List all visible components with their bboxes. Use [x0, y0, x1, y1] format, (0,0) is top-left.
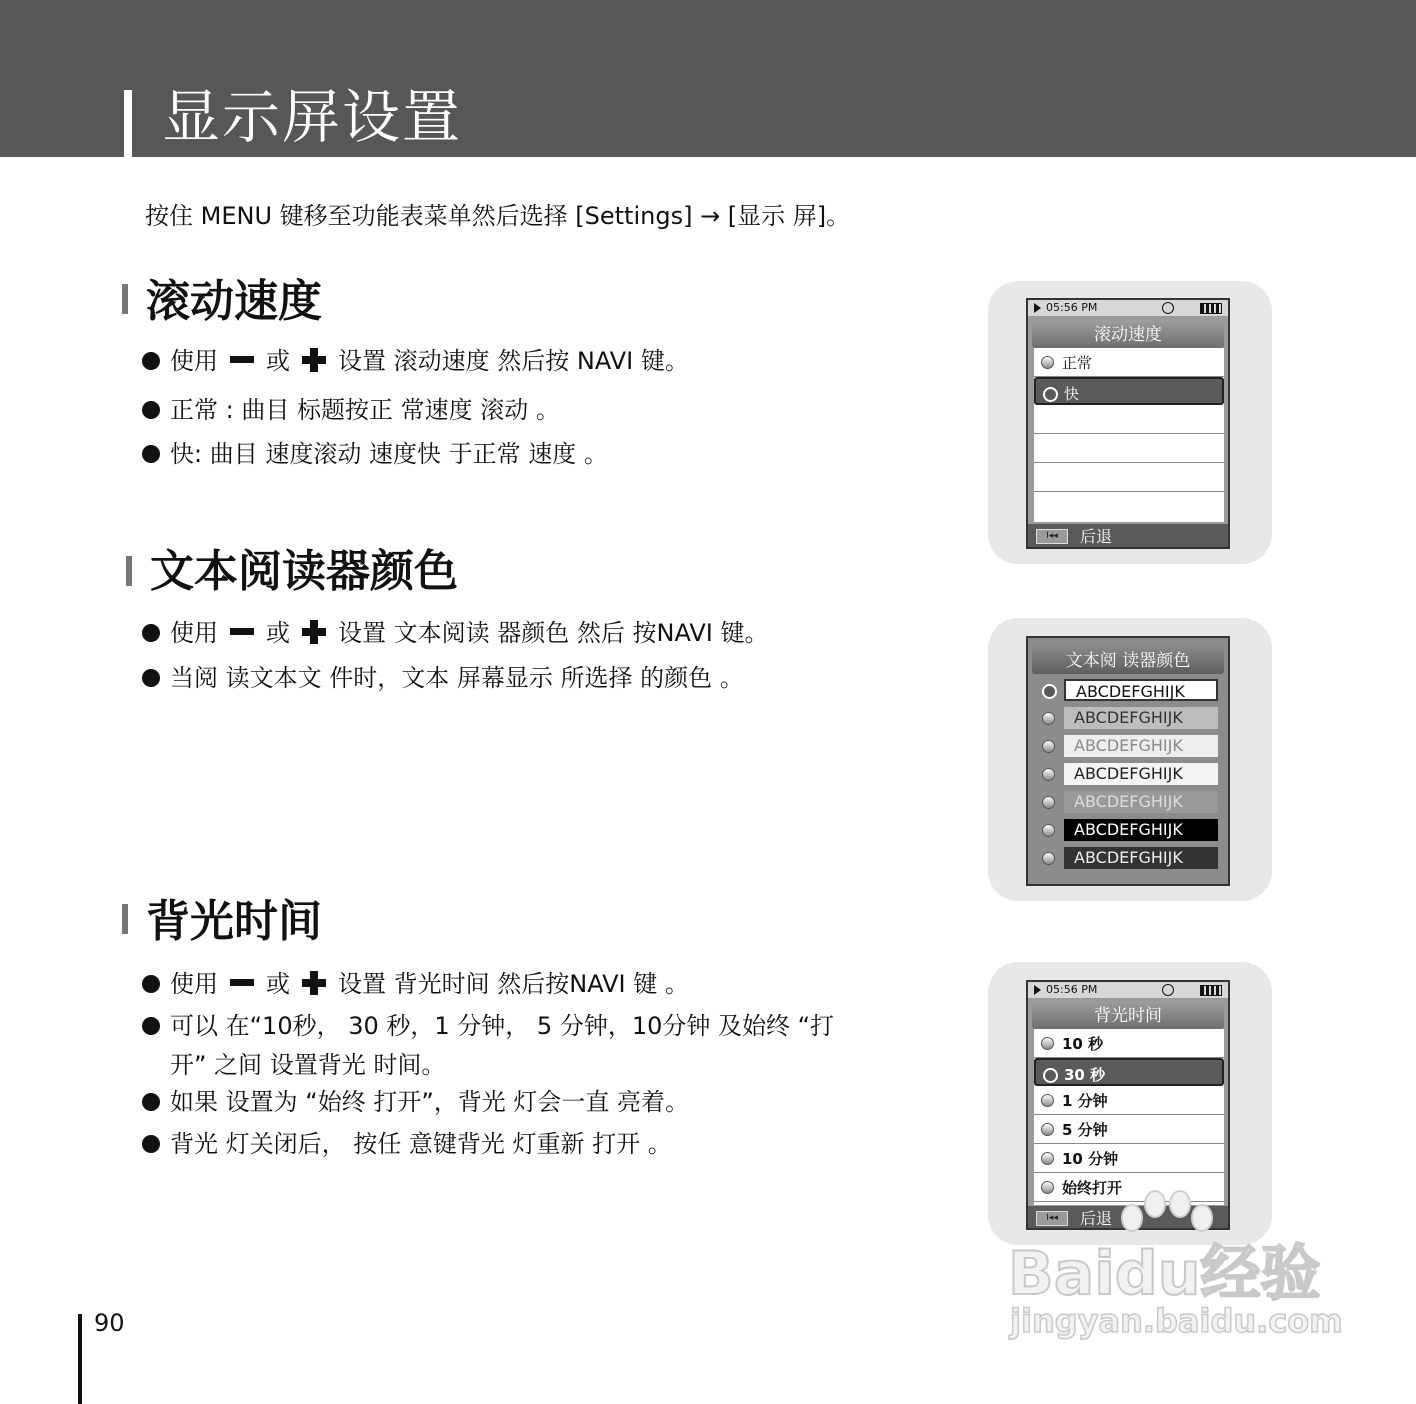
- status-bar: [1028, 982, 1228, 998]
- bullet-text: 使用: [170, 970, 218, 998]
- menu-empty-row: [1034, 434, 1224, 463]
- bullet-text: 使用: [170, 347, 218, 375]
- menu-item-label: 快: [1064, 385, 1080, 403]
- bullet-text-continued: 开” 之间 设置背光 时间。: [170, 1051, 446, 1079]
- bullet-text: 如果 设置为 “始终 打开”，背光 灯会一直 亮着。: [170, 1088, 690, 1116]
- color-swatch-sample: ABCDEFGHIJK: [1064, 679, 1218, 701]
- section-title-scroll-speed: 滚动速度: [146, 276, 322, 327]
- color-swatch-sample: ABCDEFGHIJK: [1064, 791, 1218, 813]
- bullet-dot: [142, 1093, 160, 1111]
- menu-item-fast[interactable]: [1034, 377, 1224, 405]
- screen-title: 滚动速度: [1032, 320, 1224, 348]
- page-number: 90: [94, 1309, 125, 1337]
- menu-empty-row: [1034, 405, 1224, 434]
- bullet-item: [142, 966, 689, 1002]
- color-option[interactable]: [1034, 816, 1222, 844]
- bullet-item: [142, 615, 768, 651]
- menu-item[interactable]: [1034, 1058, 1224, 1086]
- bullet-text: 使用: [170, 619, 218, 647]
- radio-icon: [1043, 387, 1058, 402]
- screen-title: 背光时间: [1032, 1001, 1224, 1029]
- bullet-text: 设置 文本阅读 器颜色 然后 按NAVI 键。: [338, 619, 769, 647]
- menu-item-normal[interactable]: [1034, 348, 1224, 377]
- plus-icon: [302, 620, 326, 644]
- color-swatch-sample: ABCDEFGHIJK: [1064, 819, 1218, 841]
- color-option[interactable]: [1034, 676, 1222, 704]
- back-label: 后退: [1080, 1209, 1113, 1228]
- minus-icon: [230, 979, 254, 986]
- minus-icon: [230, 628, 254, 635]
- radio-icon: [1042, 684, 1057, 699]
- play-icon: [1034, 985, 1041, 995]
- radio-icon: [1041, 356, 1054, 369]
- menu-item-label: 始终打开: [1062, 1179, 1123, 1197]
- color-option[interactable]: [1034, 844, 1222, 872]
- bullet-item: [142, 343, 689, 379]
- clock-time: 05:56 PM: [1046, 983, 1098, 996]
- bullet-item: [142, 660, 744, 696]
- alarm-icon: [1162, 984, 1174, 996]
- radio-icon: [1042, 768, 1055, 781]
- bullet-text: 当阅 读文本文 件时，文本 屏幕显示 所选择 的颜色 。: [170, 664, 744, 692]
- back-label: 后退: [1080, 527, 1113, 546]
- back-button-icon[interactable]: I◂◂: [1036, 529, 1068, 544]
- alarm-icon: [1162, 302, 1174, 314]
- radio-icon: [1041, 1181, 1054, 1194]
- bullet-text: 或: [266, 347, 290, 375]
- bullet-item: [142, 1008, 834, 1044]
- color-option[interactable]: [1034, 704, 1222, 732]
- menu-item[interactable]: [1034, 1029, 1224, 1058]
- menu-item-label: 5 分钟: [1062, 1121, 1108, 1139]
- device-screen-scroll-speed: [1026, 298, 1230, 549]
- plus-icon: [302, 971, 326, 995]
- bullet-dot: [142, 669, 160, 687]
- radio-icon: [1043, 1068, 1058, 1083]
- back-button-icon[interactable]: I◂◂: [1036, 1211, 1068, 1226]
- radio-icon: [1042, 712, 1055, 725]
- bullet-dot: [142, 975, 160, 993]
- menu-item-label: 10 秒: [1062, 1035, 1104, 1053]
- section-title-backlight-time: 背光时间: [146, 896, 322, 947]
- menu-item[interactable]: [1034, 1115, 1224, 1144]
- color-option[interactable]: [1034, 788, 1222, 816]
- radio-icon: [1041, 1152, 1054, 1165]
- bullet-item: [142, 1126, 672, 1162]
- bullet-text: 或: [266, 970, 290, 998]
- bullet-text: 正常 : 曲目 标题按正 常速度 滚动 。: [170, 396, 560, 424]
- page-margin-line: [78, 1314, 82, 1404]
- play-icon: [1034, 303, 1041, 313]
- section-title-text-reader-color: 文本阅读器颜色: [150, 546, 458, 597]
- menu-item[interactable]: [1034, 1144, 1224, 1173]
- color-option[interactable]: [1034, 732, 1222, 760]
- menu-item-label: 正常: [1062, 354, 1093, 372]
- color-swatch-sample: ABCDEFGHIJK: [1064, 707, 1218, 729]
- menu-empty-row: [1034, 463, 1224, 492]
- bottom-bar: [1028, 524, 1228, 548]
- menu-list: [1034, 1029, 1224, 1205]
- bullet-dot: [142, 1135, 160, 1153]
- bullet-text: 或: [266, 619, 290, 647]
- color-swatch-sample: ABCDEFGHIJK: [1064, 847, 1218, 869]
- screen-title: 文本阅 读器颜色: [1032, 646, 1224, 674]
- radio-icon: [1041, 1094, 1054, 1107]
- menu-item-label: 30 秒: [1064, 1066, 1106, 1084]
- radio-icon: [1042, 740, 1055, 753]
- bullet-text: 背光 灯关闭后， 按任 意键背光 灯重新 打开 。: [170, 1130, 672, 1158]
- section-bar: [122, 904, 128, 934]
- bullet-dot: [142, 401, 160, 419]
- watermark-text: Baidu经验: [1008, 1239, 1321, 1309]
- radio-icon: [1042, 852, 1055, 865]
- status-bar: [1028, 300, 1228, 316]
- bullet-text: 快: 曲目 速度滚动 速度快 于正常 速度 。: [170, 440, 608, 468]
- page-title: 显示屏设置: [162, 83, 463, 151]
- battery-icon: [1200, 303, 1222, 314]
- bullet-text: 设置 滚动速度 然后按 NAVI 键。: [338, 347, 689, 375]
- radio-icon: [1041, 1037, 1054, 1050]
- minus-icon: [230, 356, 254, 363]
- bullet-text: 可以 在“10秒， 30 秒，1 分钟， 5 分钟，10分钟 及始终 “打: [170, 1012, 835, 1040]
- bullet-dot: [142, 624, 160, 642]
- menu-item-label: 1 分钟: [1062, 1092, 1108, 1110]
- radio-icon: [1042, 824, 1055, 837]
- watermark-url: jingyan.baidu.com: [1010, 1302, 1343, 1340]
- bullet-dot: [142, 445, 160, 463]
- menu-item[interactable]: [1034, 1086, 1224, 1115]
- battery-icon: [1200, 985, 1222, 996]
- bullet-item: [142, 392, 560, 428]
- color-swatch-sample: ABCDEFGHIJK: [1064, 735, 1218, 757]
- bullet-dot: [142, 1017, 160, 1035]
- header-accent-bar: [124, 90, 132, 157]
- bullet-item: [142, 436, 608, 472]
- clock-time: 05:56 PM: [1046, 301, 1098, 314]
- bullet-dot: [142, 352, 160, 370]
- section-bar: [122, 284, 128, 314]
- color-swatch-sample: ABCDEFGHIJK: [1064, 763, 1218, 785]
- menu-list: [1034, 348, 1224, 522]
- section-bar: [126, 556, 132, 586]
- color-option-list: [1034, 676, 1222, 872]
- radio-icon: [1042, 796, 1055, 809]
- menu-item-label: 10 分钟: [1062, 1150, 1119, 1168]
- bullet-text: 设置 背光时间 然后按NAVI 键 。: [338, 970, 689, 998]
- intro-text: 按住 MENU 键移至功能表菜单然后选择 [Settings] → [显示 屏]。: [145, 202, 851, 230]
- bullet-item: [142, 1084, 689, 1120]
- color-option[interactable]: [1034, 760, 1222, 788]
- radio-icon: [1041, 1123, 1054, 1136]
- device-screen-text-color: [1026, 636, 1230, 886]
- plus-icon: [302, 348, 326, 372]
